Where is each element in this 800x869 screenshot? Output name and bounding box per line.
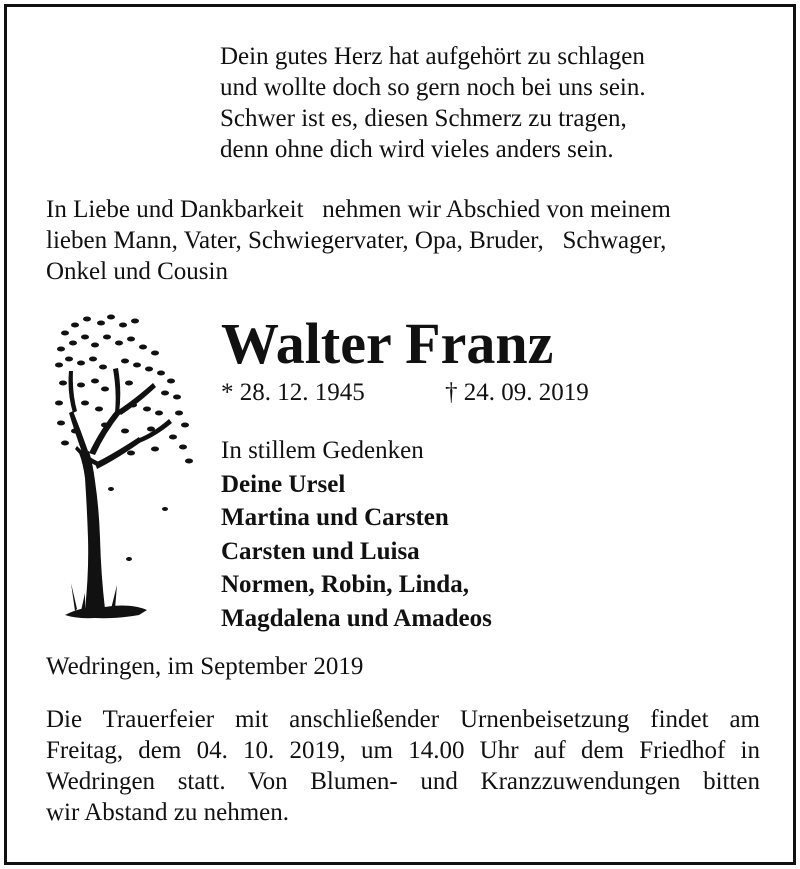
funeral-details (46, 704, 760, 828)
poem-line: Dein gutes Herz hat aufgehört zu schlagen (220, 43, 645, 70)
intro-line: lieben Mann, Vater, Schwiegervater, Opa, Bruder, Schwager, (46, 227, 667, 254)
funeral-line: Die Trauerfeier mit anschließender Urnenbeisetzung findet am (46, 706, 760, 733)
funeral-line: Freitag, dem 04. 10. 2019, um 14.00 Uhr auf dem Friedhof in (46, 737, 760, 764)
mourners-list (221, 434, 492, 635)
mourner-name: Deine Ursel (221, 470, 346, 498)
memorial-poem (220, 41, 646, 165)
mourner-name: Martina und Carsten (221, 504, 449, 531)
birth-date: * 28. 12. 1945 (221, 379, 365, 406)
mourner-name: Normen, Robin, Linda, (221, 571, 469, 598)
death-date: † 24. 09. 2019 (445, 379, 589, 406)
funeral-line: wir Abstand zu nehmen. (46, 799, 290, 826)
farewell-intro (46, 194, 760, 287)
funeral-line: Wedringen statt. Von Blumen- und Kranzzuwendungen bitten (46, 768, 760, 795)
poem-line: Schwer ist es, diesen Schmerz zu tragen, (220, 105, 627, 132)
poem-line: und wollte doch so gern noch bei uns sein. (220, 74, 646, 101)
mourner-name: Carsten und Luisa (221, 537, 420, 565)
mourner-name: Magdalena und Amadeos (221, 604, 492, 632)
tree-icon (55, 313, 195, 623)
place-and-date: Wedringen, im September 2019 (46, 653, 364, 680)
obituary-notice (4, 4, 796, 865)
intro-line: Onkel und Cousin (46, 258, 228, 285)
intro-line: In Liebe und Dankbarkeit nehmen wir Abschied von meinem (46, 196, 671, 223)
poem-line: denn ohne dich wird vieles anders sein. (220, 136, 614, 163)
deceased-name: Walter Franz (221, 311, 554, 376)
mourners-intro: In stillem Gedenken (221, 437, 424, 464)
